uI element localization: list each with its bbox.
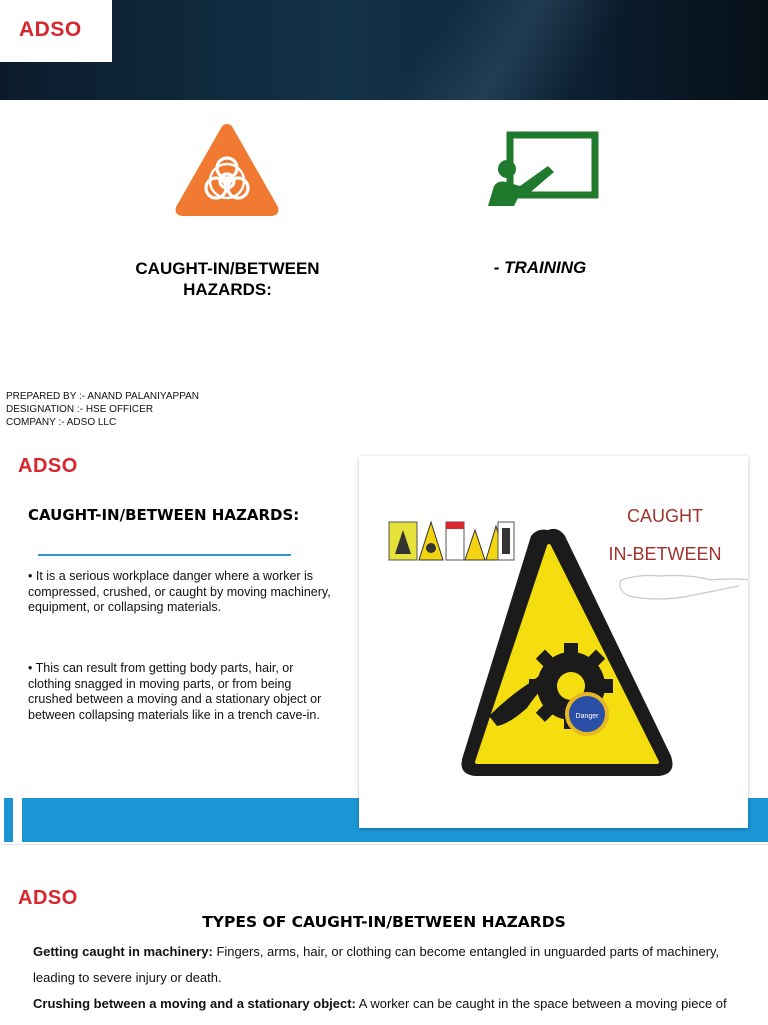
warning-labels-icon [389,522,514,560]
hazard-image-card [359,456,748,828]
slide-title: TYPES OF CAUGHT-IN/BETWEEN HAZARDS [202,913,566,931]
presentation-subtitle: - TRAINING [493,258,587,277]
definition-slide [0,446,768,844]
header-banner [0,0,768,100]
hazard-type-term: Crushing between a moving and a stationary object: [33,996,356,1011]
slide-title: CAUGHT-IN/BETWEEN HAZARDS: [28,506,300,524]
bullet-point: • This can result from getting body parts, hair, or clothing snagged in moving parts, or from being crushed between a moving and a stationary object or between collapsing materials like in a trench cave-in. [28,661,322,722]
hazard-type-text: Fingers, arms, hair, or clothing can become entangled in unguarded parts of machinery, leading to severe injury or death. [33,944,720,985]
training-icon [484,130,600,210]
designation: DESIGNATION :- HSE OFFICER [6,404,154,415]
svg-text:Danger: Danger [575,713,599,720]
prepared-by: PREPARED BY :- ANAND PALANIYAPPAN [6,391,200,402]
hazard-type-term: Getting caught in machinery: [33,944,213,959]
title-slide [0,0,768,446]
accent-bar-left [4,798,13,842]
caught-in-between-illustration [359,456,748,828]
hazard-type-item [33,939,733,991]
bullet-point: • It is a serious workplace danger where a worker is compressed, crushed, or caught by moving machinery, equipment, or collapsing materials. [28,569,331,614]
adso-logo: ADSO [18,887,78,909]
caption-caught: CAUGHT [627,506,703,526]
adso-logo: ADSO [19,18,82,41]
biohazard-icon [172,121,282,219]
adso-logo: ADSO [18,455,78,477]
types-slide [0,844,768,1025]
hazard-type-text: A worker can be caught in the space between a moving piece of [355,996,727,1011]
title-underline [38,554,291,556]
pointer-doodle [620,576,748,600]
hazard-type-item [33,991,733,1017]
presentation-title: CAUGHT-IN/BETWEEN HAZARDS: [135,259,320,299]
caption-in-between: IN-BETWEEN [608,544,722,564]
company: COMPANY :- ADSO LLC [6,417,117,428]
